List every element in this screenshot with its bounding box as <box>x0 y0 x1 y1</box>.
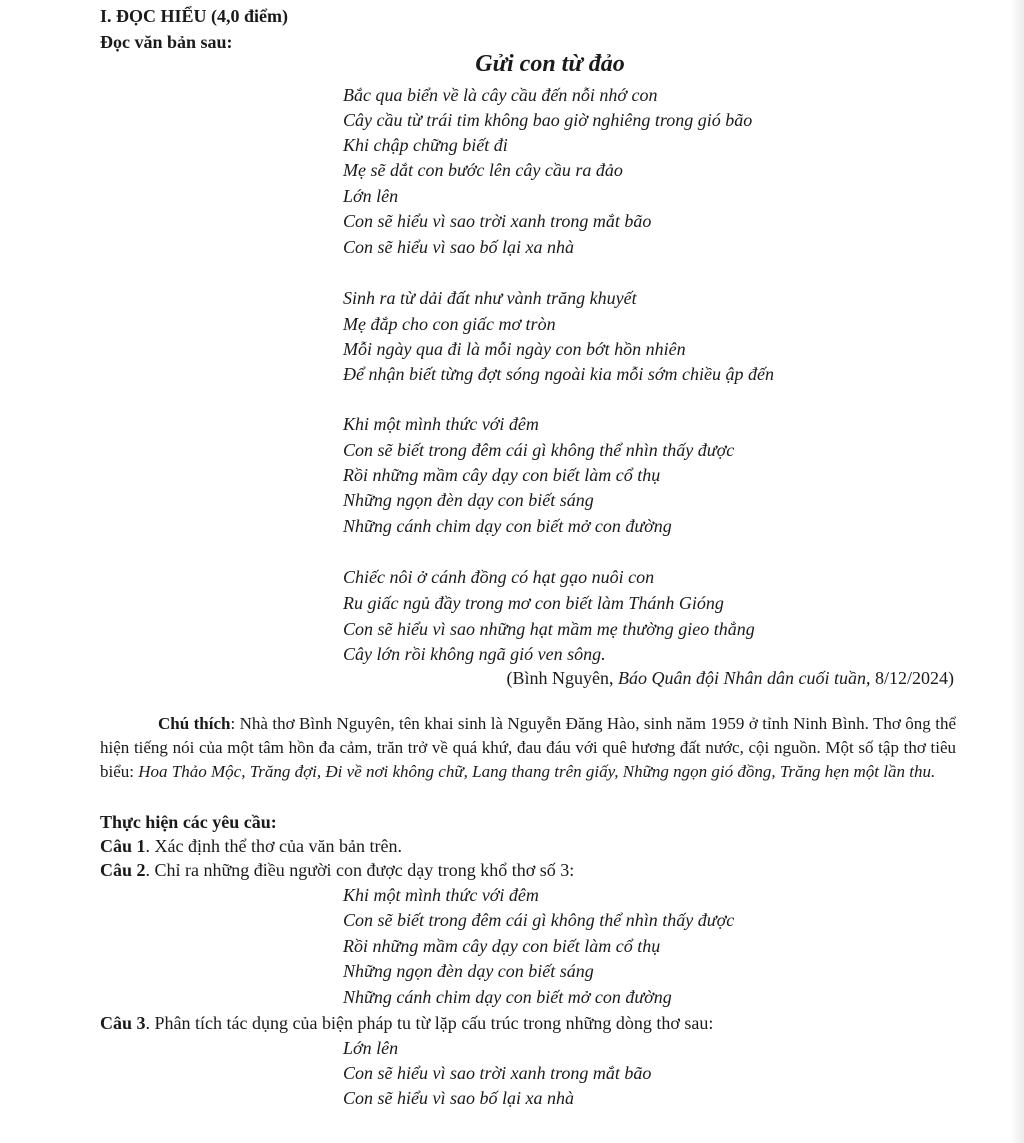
poem-line: Những cánh chim dạy con biết mở con đường <box>343 516 672 536</box>
page-edge-shadow <box>1010 0 1024 1143</box>
q2-poem-line: Những ngọn đèn dạy con biết sáng <box>343 961 594 981</box>
q3-poem-line: Lớn lên <box>343 1038 399 1058</box>
q3-poem-line: Con sẽ hiểu vì sao bố lại xa nhà <box>343 1088 574 1108</box>
q1-label: Câu 1 <box>100 836 146 856</box>
poem-line: Con sẽ hiểu vì sao những hạt mầm mẹ thường gieo thẳng <box>343 619 755 639</box>
poem-line: Rồi những mầm cây dạy con biết làm cổ thụ <box>343 465 661 485</box>
question-3 <box>100 1011 713 1035</box>
note-text: : Nhà thơ Bình Nguyên, tên khai sinh là Nguyễn Đăng Hào, sinh năm 1959 ở tỉnh Ninh Bình. Thơ ông thể hiện tiếng nói của một tâm hồn đa cảm, trăn trở về quá khứ, đau đáu với quê hương đất nước, cội nguồn. Một số tập thơ tiêu biểu: <box>100 714 956 781</box>
poem-line: Mẹ đắp cho con giấc mơ tròn <box>343 314 556 334</box>
poem-line: Con sẽ hiểu vì sao bố lại xa nhà <box>343 237 574 257</box>
q2-text: . Chỉ ra những điều người con được dạy trong khổ thơ số 3: <box>145 860 575 880</box>
note-works: Hoa Thảo Mộc, Trăng đợi, Đi về nơi không chữ, Lang thang trên giấy, Những ngọn gió đồng, Trăng hẹn một lần thu. <box>138 762 936 781</box>
q2-poem-line: Con sẽ biết trong đêm cái gì không thể nhìn thấy được <box>343 910 735 930</box>
author-note <box>100 712 956 784</box>
q2-label: Câu 2 <box>100 860 146 880</box>
poem-source <box>507 666 955 690</box>
poem-line: Bắc qua biển về là cây cầu đến nỗi nhớ con <box>343 85 658 105</box>
poem-line: Con sẽ hiểu vì sao trời xanh trong mắt bão <box>343 211 652 231</box>
source-publication: Báo Quân đội Nhân dân cuối tuần <box>618 668 866 688</box>
poem-line: Sinh ra từ dải đất như vành trăng khuyết <box>343 288 637 308</box>
poem-line: Để nhận biết từng đợt sóng ngoài kia mỗi sớm chiều ập đến <box>343 364 774 384</box>
q2-poem-line: Khi một mình thức với đêm <box>343 885 539 905</box>
note-label: Chú thích <box>158 714 231 733</box>
q3-poem-line: Con sẽ hiểu vì sao trời xanh trong mắt bão <box>343 1063 652 1083</box>
poem-line: Cây lớn rồi không ngã gió ven sông. <box>343 644 606 664</box>
source-date: , 8/12/2024) <box>866 668 954 688</box>
poem-line: Ru giấc ngủ đầy trong mơ con biết làm Thánh Gióng <box>343 593 724 613</box>
section-heading: I. ĐỌC HIỂU (4,0 điểm) <box>100 6 288 26</box>
poem-line: Khi chập chững biết đi <box>343 135 508 155</box>
q2-poem-line: Rồi những mầm cây dạy con biết làm cổ thụ <box>343 936 661 956</box>
poem-line: Lớn lên <box>343 186 399 206</box>
poem-line: Cây cầu từ trái tim không bao giờ nghiêng trong gió bão <box>343 110 753 130</box>
source-author: (Bình Nguyên, <box>506 668 618 688</box>
q3-label: Câu 3 <box>100 1013 146 1033</box>
poem-title: Gửi con từ đảo <box>475 51 625 77</box>
poem-line: Những ngọn đèn dạy con biết sáng <box>343 490 594 510</box>
question-2 <box>100 858 574 882</box>
reading-instruction: Đọc văn bản sau: <box>100 32 233 52</box>
q1-text: . Xác định thể thơ của văn bản trên. <box>145 836 402 856</box>
q3-text: . Phân tích tác dụng của biện pháp tu từ lặp cấu trúc trong những dòng thơ sau: <box>145 1013 714 1033</box>
poem-line: Mỗi ngày qua đi là mỗi ngày con bớt hồn nhiên <box>343 339 686 359</box>
tasks-heading: Thực hiện các yêu cầu: <box>100 812 277 832</box>
poem-line: Chiếc nôi ở cánh đồng có hạt gạo nuôi con <box>343 567 655 587</box>
q2-poem-line: Những cánh chim dạy con biết mở con đường <box>343 987 672 1007</box>
question-1 <box>100 834 402 858</box>
poem-line: Khi một mình thức với đêm <box>343 414 539 434</box>
poem-line: Mẹ sẽ dắt con bước lên cây cầu ra đảo <box>343 160 623 180</box>
poem-line: Con sẽ biết trong đêm cái gì không thể nhìn thấy được <box>343 440 735 460</box>
